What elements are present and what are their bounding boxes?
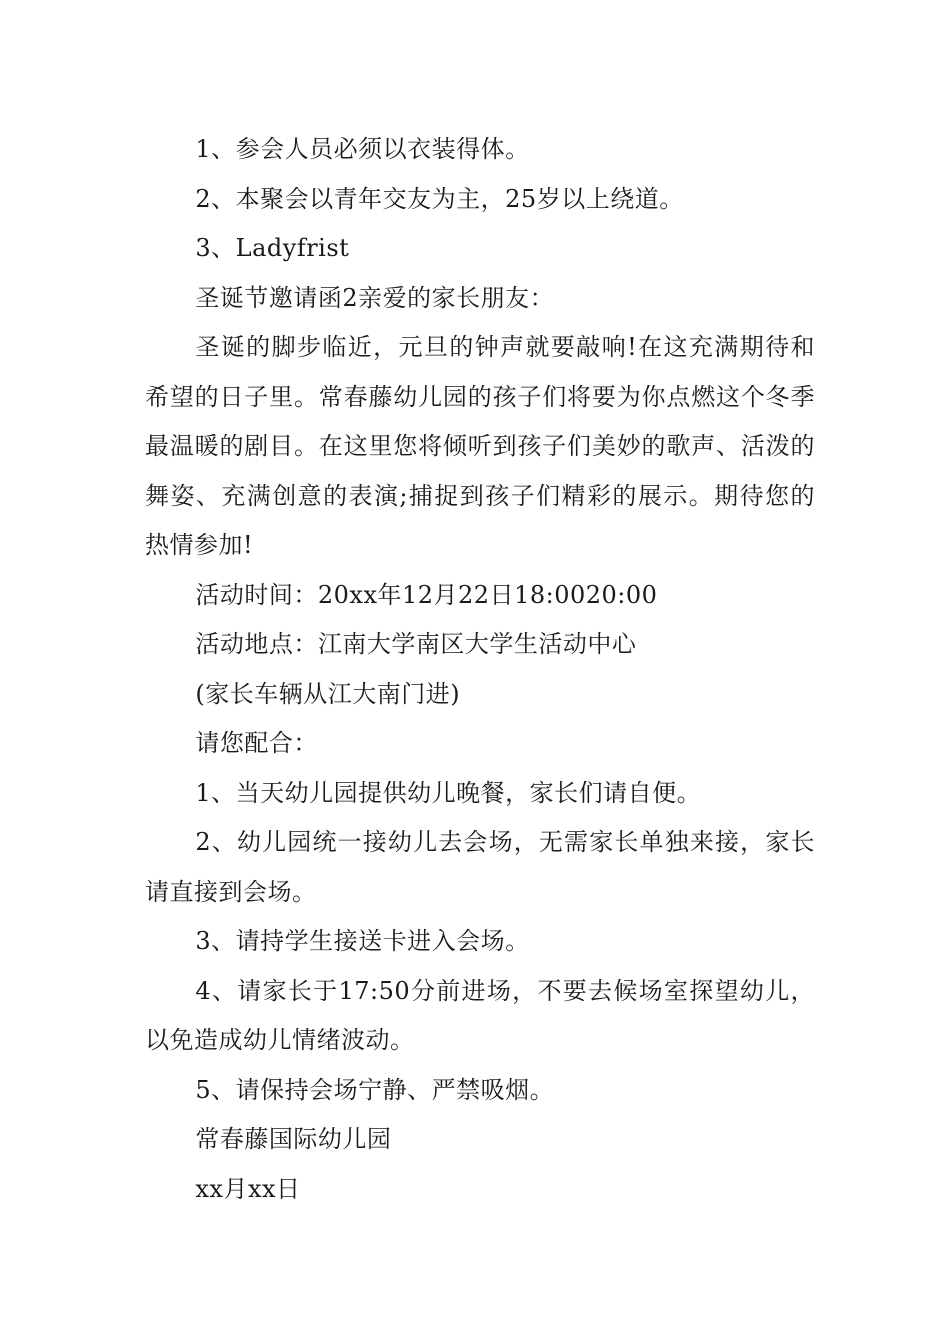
invitation-body: 圣诞的脚步临近，元旦的钟声就要敲响!在这充满期待和希望的日子里。常春藤幼儿园的孩子们将要为你点燃这个冬季最温暖的剧目。在这里您将倾听到孩子们美妙的歌声、活泼的舞姿、充满创意的表演;捕捉到孩子们精彩的展示。期待您的热情参加! xyxy=(145,333,815,559)
parking-note: (家长车辆从江大南门进) xyxy=(195,679,461,708)
cooperation-item-5: 5、请保持会场宁静、严禁吸烟。 xyxy=(195,1075,555,1104)
signature-date: xx月xx日 xyxy=(195,1174,301,1203)
rule-age: 2、本聚会以青年交友为主，25岁以上绕道。 xyxy=(195,184,684,213)
rule-lady-first: 3、Ladyfrist xyxy=(195,234,350,262)
cooperation-heading: 请您配合： xyxy=(195,729,318,757)
cooperation-item-4: 4、请家长于17:50分前进场，不要去候场室探望幼儿，以免造成幼儿情绪波动。 xyxy=(145,976,815,1054)
event-time: 活动时间：20xx年12月22日18:0020:00 xyxy=(195,580,658,609)
event-location: 活动地点：江南大学南区大学生活动中心 xyxy=(195,630,637,658)
invitation-heading: 圣诞节邀请函2亲爱的家长朋友： xyxy=(195,283,555,312)
cooperation-item-1: 1、当天幼儿园提供幼儿晚餐，家长们请自便。 xyxy=(195,778,702,807)
rule-attire: 1、参会人员必须以衣装得体。 xyxy=(195,135,530,163)
document-page xyxy=(145,125,815,1214)
cooperation-item-2: 2、幼儿园统一接幼儿去会场，无需家长单独来接，家长请直接到会场。 xyxy=(145,828,815,906)
signature-organization: 常春藤国际幼儿园 xyxy=(195,1125,392,1153)
cooperation-item-3: 3、请持学生接送卡进入会场。 xyxy=(195,927,530,955)
